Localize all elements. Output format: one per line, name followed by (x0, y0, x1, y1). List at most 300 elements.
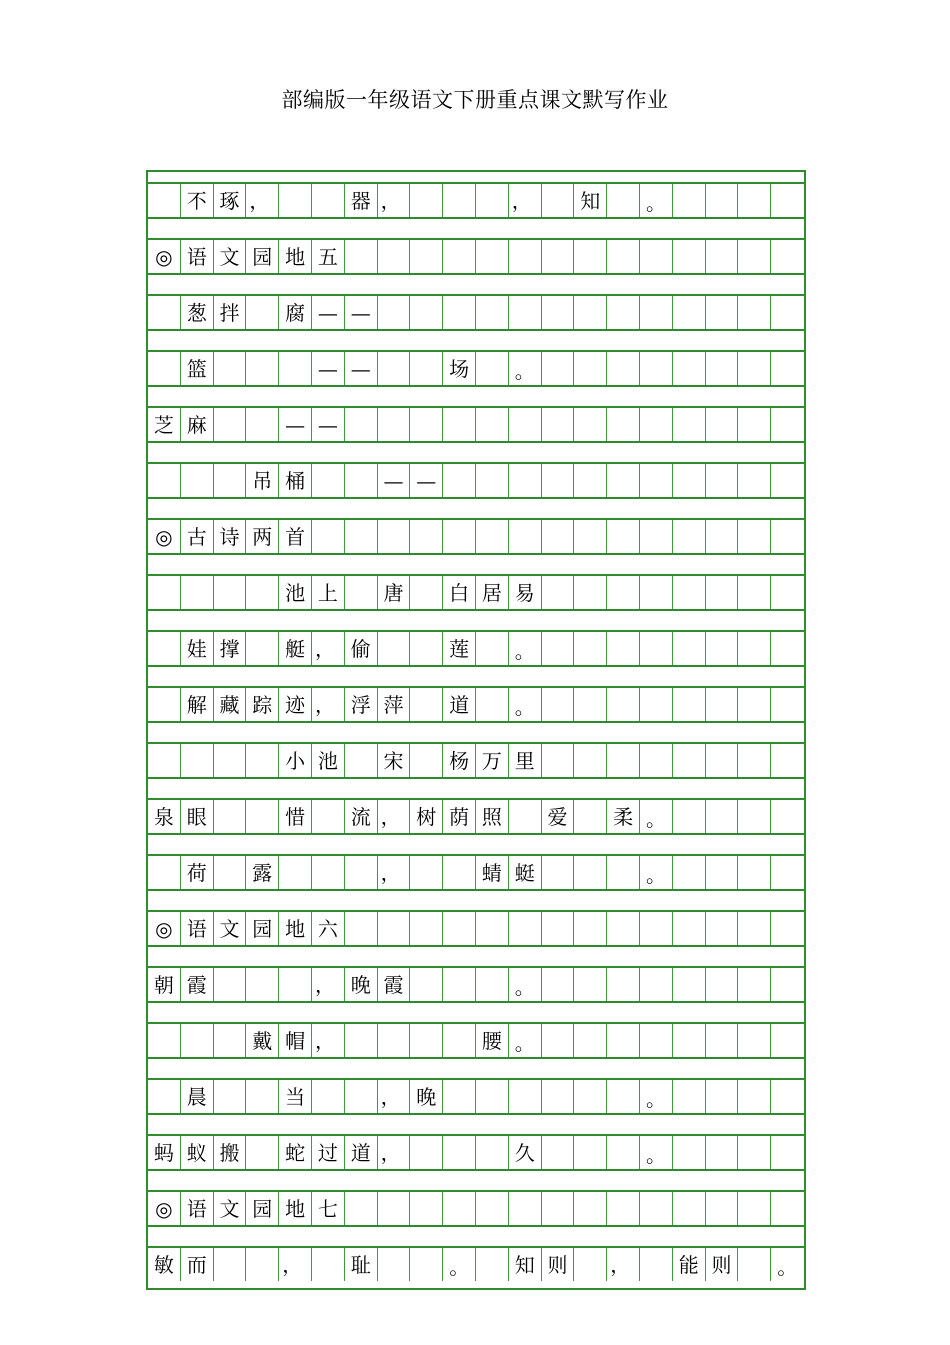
grid-cell[interactable] (574, 576, 607, 609)
grid-cell[interactable] (443, 856, 476, 889)
grid-cell[interactable]: 。 (640, 1080, 673, 1113)
grid-cell[interactable] (312, 800, 345, 833)
grid-cell[interactable] (673, 296, 706, 329)
grid-cell[interactable]: 唐 (378, 576, 411, 609)
grid-cell[interactable] (509, 296, 542, 329)
grid-cell[interactable]: 。 (509, 688, 542, 721)
grid-cell[interactable] (771, 352, 804, 385)
grid-cell[interactable]: — (312, 408, 345, 441)
grid-cell[interactable]: 桶 (279, 464, 312, 497)
grid-cell[interactable]: 蛇 (279, 1136, 312, 1169)
grid-cell[interactable] (509, 408, 542, 441)
grid-cell[interactable] (542, 520, 575, 553)
grid-cell[interactable] (738, 800, 771, 833)
grid-cell[interactable]: 诗 (214, 520, 247, 553)
grid-cell[interactable] (574, 520, 607, 553)
grid-cell[interactable]: 久 (509, 1136, 542, 1169)
grid-cell[interactable]: 泉 (148, 800, 181, 833)
grid-cell[interactable]: 。 (777, 1255, 798, 1279)
grid-cell[interactable] (509, 800, 542, 833)
grid-cell[interactable] (312, 464, 345, 497)
grid-cell[interactable] (738, 184, 771, 217)
grid-cell[interactable] (673, 744, 706, 777)
grid-cell[interactable] (443, 296, 476, 329)
grid-cell[interactable]: 树 (410, 800, 443, 833)
grid-cell[interactable]: 池 (279, 576, 312, 609)
grid-cell[interactable] (673, 688, 706, 721)
grid-cell[interactable] (443, 912, 476, 945)
grid-cell[interactable] (378, 296, 411, 329)
grid-cell[interactable] (410, 1192, 443, 1225)
grid-cell[interactable] (706, 744, 739, 777)
grid-cell[interactable] (345, 912, 378, 945)
grid-cell[interactable] (706, 1080, 739, 1113)
grid-cell[interactable] (574, 240, 607, 273)
grid-cell[interactable] (673, 184, 706, 217)
grid-cell[interactable] (771, 1080, 804, 1113)
grid-cell[interactable] (706, 1192, 739, 1225)
grid-cell[interactable]: 首 (279, 520, 312, 553)
grid-cell[interactable] (246, 632, 279, 665)
grid-cell[interactable]: ， (378, 184, 411, 217)
grid-cell[interactable] (574, 1024, 607, 1057)
grid-cell[interactable] (706, 856, 739, 889)
grid-cell[interactable] (738, 1136, 771, 1169)
grid-cell[interactable] (345, 856, 378, 889)
grid-cell[interactable] (246, 744, 279, 777)
grid-cell[interactable] (410, 184, 443, 217)
grid-cell[interactable] (738, 576, 771, 609)
grid-cell[interactable]: 而 (181, 1248, 214, 1281)
grid-cell[interactable] (706, 240, 739, 273)
grid-cell[interactable]: 娃 (181, 632, 214, 665)
grid-cell[interactable] (574, 1136, 607, 1169)
grid-cell[interactable] (148, 1080, 181, 1113)
grid-cell[interactable] (542, 744, 575, 777)
grid-cell[interactable] (509, 1080, 542, 1113)
grid-cell[interactable]: 麻 (181, 408, 214, 441)
grid-cell[interactable] (574, 688, 607, 721)
grid-cell[interactable] (443, 1080, 476, 1113)
grid-cell[interactable] (673, 352, 706, 385)
grid-cell[interactable] (345, 408, 378, 441)
grid-cell[interactable] (640, 632, 673, 665)
grid-cell[interactable] (410, 408, 443, 441)
grid-cell[interactable]: 眼 (181, 800, 214, 833)
grid-cell[interactable] (607, 408, 640, 441)
grid-cell[interactable]: 地 (279, 1192, 312, 1225)
grid-cell[interactable]: ， (378, 800, 411, 833)
grid-cell[interactable]: 篮 (181, 352, 214, 385)
grid-cell[interactable]: 五 (312, 240, 345, 273)
grid-cell[interactable] (345, 1192, 378, 1225)
grid-cell[interactable] (214, 1080, 247, 1113)
grid-cell[interactable]: — (378, 464, 411, 497)
grid-cell[interactable]: 语 (181, 240, 214, 273)
grid-cell[interactable] (673, 856, 706, 889)
grid-cell[interactable] (574, 408, 607, 441)
grid-cell[interactable]: 六 (312, 912, 345, 945)
grid-cell[interactable] (673, 408, 706, 441)
grid-cell[interactable]: 语 (181, 912, 214, 945)
grid-cell[interactable]: 地 (279, 912, 312, 945)
grid-cell[interactable] (574, 800, 607, 833)
grid-cell[interactable] (607, 240, 640, 273)
grid-cell[interactable]: 耻 (345, 1248, 378, 1281)
grid-cell[interactable] (574, 744, 607, 777)
grid-cell[interactable]: 迹 (279, 688, 312, 721)
grid-cell[interactable]: 解 (181, 688, 214, 721)
grid-cell[interactable]: ， (246, 184, 279, 217)
grid-cell[interactable] (148, 688, 181, 721)
grid-cell[interactable]: 霞 (181, 968, 214, 1001)
grid-cell[interactable] (509, 464, 542, 497)
grid-cell[interactable] (246, 408, 279, 441)
grid-cell[interactable] (607, 968, 640, 1001)
grid-cell[interactable]: 不 (181, 184, 214, 217)
grid-cell[interactable]: 晚 (410, 1080, 443, 1113)
grid-cell[interactable] (279, 968, 312, 1001)
grid-cell[interactable] (214, 576, 247, 609)
grid-cell[interactable] (640, 296, 673, 329)
grid-cell[interactable]: 荷 (181, 856, 214, 889)
grid-cell[interactable] (509, 912, 542, 945)
grid-cell[interactable] (181, 464, 214, 497)
grid-cell[interactable] (443, 968, 476, 1001)
grid-cell[interactable] (673, 800, 706, 833)
grid-cell[interactable] (476, 464, 509, 497)
grid-cell[interactable]: 藏 (214, 688, 247, 721)
grid-cell[interactable]: 白 (443, 576, 476, 609)
grid-cell[interactable]: ， (279, 1248, 312, 1281)
grid-cell[interactable] (443, 408, 476, 441)
grid-cell[interactable] (771, 912, 804, 945)
grid-cell[interactable] (607, 184, 640, 217)
grid-cell[interactable]: 易 (509, 576, 542, 609)
grid-cell[interactable] (509, 1192, 542, 1225)
grid-cell[interactable] (476, 688, 509, 721)
grid-cell[interactable]: 蚁 (181, 1136, 214, 1169)
grid-cell[interactable] (640, 520, 673, 553)
grid-cell[interactable]: 语 (181, 1192, 214, 1225)
grid-cell[interactable]: ， (378, 856, 411, 889)
grid-cell[interactable]: ， (312, 632, 345, 665)
grid-cell[interactable] (378, 240, 411, 273)
grid-cell[interactable] (410, 352, 443, 385)
grid-cell[interactable] (673, 968, 706, 1001)
grid-cell[interactable]: — (410, 464, 443, 497)
grid-cell[interactable] (738, 688, 771, 721)
grid-cell[interactable]: 。 (509, 352, 542, 385)
grid-cell[interactable] (181, 576, 214, 609)
grid-cell[interactable]: ◎ (148, 912, 181, 945)
grid-cell[interactable]: 踪 (246, 688, 279, 721)
grid-cell[interactable]: 两 (246, 520, 279, 553)
grid-cell[interactable]: 流 (345, 800, 378, 833)
grid-cell[interactable] (509, 520, 542, 553)
grid-cell[interactable] (640, 1192, 673, 1225)
grid-cell[interactable] (345, 464, 378, 497)
grid-cell[interactable] (542, 912, 575, 945)
grid-cell[interactable] (640, 352, 673, 385)
grid-cell[interactable]: 。 (640, 856, 673, 889)
grid-cell[interactable] (214, 1024, 247, 1057)
grid-cell[interactable] (443, 184, 476, 217)
grid-cell[interactable] (607, 632, 640, 665)
grid-cell[interactable]: 地 (279, 240, 312, 273)
grid-cell[interactable] (410, 968, 443, 1001)
grid-cell[interactable] (410, 240, 443, 273)
grid-cell[interactable]: 柔 (607, 800, 640, 833)
grid-cell[interactable]: 腰 (476, 1024, 509, 1057)
grid-cell[interactable] (673, 1024, 706, 1057)
grid-cell[interactable] (607, 576, 640, 609)
grid-cell[interactable] (542, 688, 575, 721)
grid-cell[interactable]: — (345, 296, 378, 329)
grid-cell[interactable]: 园 (246, 240, 279, 273)
grid-cell[interactable]: 敏 (148, 1248, 181, 1281)
grid-cell[interactable] (771, 520, 804, 553)
grid-cell[interactable] (738, 744, 771, 777)
grid-cell[interactable] (542, 576, 575, 609)
grid-cell[interactable] (640, 408, 673, 441)
grid-cell[interactable]: 七 (312, 1192, 345, 1225)
grid-cell[interactable] (607, 1136, 640, 1169)
grid-cell[interactable]: 古 (181, 520, 214, 553)
grid-cell[interactable] (148, 1024, 181, 1057)
grid-cell[interactable] (312, 1248, 345, 1281)
grid-cell[interactable]: 爱 (542, 800, 575, 833)
grid-cell[interactable] (542, 1024, 575, 1057)
grid-cell[interactable] (476, 296, 509, 329)
grid-cell[interactable] (607, 296, 640, 329)
grid-cell[interactable] (476, 1248, 509, 1281)
grid-cell[interactable] (542, 464, 575, 497)
grid-cell[interactable] (443, 1136, 476, 1169)
grid-cell[interactable]: 小 (279, 744, 312, 777)
grid-cell[interactable] (738, 240, 771, 273)
grid-cell[interactable] (771, 744, 804, 777)
grid-cell[interactable] (771, 688, 804, 721)
grid-cell[interactable] (738, 1024, 771, 1057)
grid-cell[interactable] (378, 1248, 411, 1281)
grid-cell[interactable]: ◎ (148, 240, 181, 273)
grid-cell[interactable] (476, 1136, 509, 1169)
grid-cell[interactable]: ， (607, 1248, 640, 1281)
grid-cell[interactable]: 荫 (443, 800, 476, 833)
grid-cell[interactable] (410, 520, 443, 553)
grid-cell[interactable] (410, 1136, 443, 1169)
grid-cell[interactable] (378, 1192, 411, 1225)
grid-cell[interactable] (246, 352, 279, 385)
grid-cell[interactable]: 蚂 (148, 1136, 181, 1169)
grid-cell[interactable] (738, 856, 771, 889)
grid-cell[interactable] (574, 352, 607, 385)
grid-cell[interactable] (542, 856, 575, 889)
grid-cell[interactable] (640, 576, 673, 609)
grid-cell[interactable] (279, 352, 312, 385)
grid-cell[interactable]: 。 (509, 1024, 542, 1057)
grid-cell[interactable]: 。 (640, 1136, 673, 1169)
grid-cell[interactable]: 则 (542, 1248, 575, 1281)
grid-cell[interactable]: 撑 (214, 632, 247, 665)
grid-cell[interactable] (378, 632, 411, 665)
grid-cell[interactable] (214, 408, 247, 441)
grid-cell[interactable] (246, 576, 279, 609)
grid-cell[interactable] (706, 464, 739, 497)
grid-cell[interactable] (476, 968, 509, 1001)
grid-cell[interactable] (706, 184, 739, 217)
grid-cell[interactable]: 。 (443, 1248, 476, 1281)
grid-cell[interactable] (673, 912, 706, 945)
grid-cell[interactable] (214, 464, 247, 497)
grid-cell[interactable]: 蜻 (476, 856, 509, 889)
grid-cell[interactable] (607, 520, 640, 553)
grid-cell[interactable] (214, 352, 247, 385)
grid-cell[interactable] (542, 408, 575, 441)
grid-cell[interactable] (148, 184, 181, 217)
grid-cell[interactable] (476, 520, 509, 553)
grid-cell[interactable] (214, 1248, 247, 1281)
grid-cell[interactable] (345, 240, 378, 273)
grid-cell[interactable]: 艇 (279, 632, 312, 665)
grid-cell[interactable] (574, 296, 607, 329)
grid-cell[interactable]: — (312, 352, 345, 385)
grid-cell[interactable] (214, 968, 247, 1001)
grid-cell[interactable]: 过 (312, 1136, 345, 1169)
grid-cell[interactable] (443, 1192, 476, 1225)
grid-cell[interactable] (246, 800, 279, 833)
grid-cell[interactable] (738, 632, 771, 665)
grid-cell[interactable] (148, 632, 181, 665)
grid-cell[interactable] (410, 296, 443, 329)
grid-cell[interactable] (148, 744, 181, 777)
grid-cell[interactable] (640, 464, 673, 497)
grid-cell[interactable]: 文 (214, 1192, 247, 1225)
grid-cell[interactable]: 。 (640, 184, 673, 217)
grid-cell[interactable] (771, 800, 804, 833)
grid-cell[interactable] (476, 1080, 509, 1113)
grid-cell[interactable] (476, 184, 509, 217)
grid-cell[interactable]: 里 (509, 744, 542, 777)
grid-cell[interactable]: 晨 (181, 1080, 214, 1113)
grid-cell[interactable] (246, 296, 279, 329)
grid-cell[interactable]: 露 (246, 856, 279, 889)
grid-cell[interactable] (640, 240, 673, 273)
grid-cell[interactable]: 琢 (214, 184, 247, 217)
grid-cell[interactable] (574, 632, 607, 665)
grid-cell[interactable] (410, 576, 443, 609)
grid-cell[interactable]: ◎ (148, 520, 181, 553)
grid-cell[interactable] (706, 800, 739, 833)
grid-cell[interactable]: 则 (706, 1248, 739, 1281)
grid-cell[interactable] (771, 240, 804, 273)
grid-cell[interactable] (673, 464, 706, 497)
grid-cell[interactable] (574, 1248, 607, 1281)
grid-cell[interactable] (246, 1080, 279, 1113)
grid-cell[interactable] (673, 576, 706, 609)
grid-cell[interactable] (574, 1192, 607, 1225)
grid-cell[interactable] (542, 632, 575, 665)
grid-cell[interactable] (476, 1192, 509, 1225)
grid-cell[interactable] (771, 576, 804, 609)
grid-cell[interactable]: 。 (640, 800, 673, 833)
grid-cell[interactable]: 戴 (246, 1024, 279, 1057)
grid-cell[interactable] (542, 968, 575, 1001)
grid-cell[interactable]: 萍 (378, 688, 411, 721)
grid-cell[interactable] (673, 1136, 706, 1169)
grid-cell[interactable] (410, 632, 443, 665)
grid-cell[interactable] (673, 632, 706, 665)
grid-cell[interactable] (542, 1192, 575, 1225)
grid-cell[interactable] (214, 744, 247, 777)
grid-cell[interactable]: 葱 (181, 296, 214, 329)
grid-cell[interactable] (345, 744, 378, 777)
grid-cell[interactable] (607, 1024, 640, 1057)
grid-cell[interactable]: 蜓 (509, 856, 542, 889)
grid-cell[interactable] (640, 968, 673, 1001)
grid-cell[interactable]: 惜 (279, 800, 312, 833)
grid-cell[interactable]: 腐 (279, 296, 312, 329)
grid-cell[interactable] (673, 1080, 706, 1113)
grid-cell[interactable] (378, 408, 411, 441)
grid-cell[interactable] (574, 912, 607, 945)
grid-cell[interactable] (640, 1024, 673, 1057)
grid-cell[interactable] (673, 520, 706, 553)
grid-cell[interactable] (706, 352, 739, 385)
grid-cell[interactable] (771, 1024, 804, 1057)
grid-cell[interactable] (706, 688, 739, 721)
grid-cell[interactable]: — (345, 352, 378, 385)
grid-cell[interactable] (345, 1024, 378, 1057)
grid-cell[interactable] (410, 688, 443, 721)
grid-cell[interactable] (148, 576, 181, 609)
grid-cell[interactable] (607, 856, 640, 889)
grid-cell[interactable] (607, 464, 640, 497)
grid-cell[interactable] (738, 1248, 771, 1281)
grid-cell[interactable]: — (312, 296, 345, 329)
grid-cell[interactable] (771, 1192, 804, 1225)
grid-cell[interactable] (706, 968, 739, 1001)
grid-cell[interactable]: 园 (246, 1192, 279, 1225)
grid-cell[interactable]: 朝 (148, 968, 181, 1001)
grid-cell[interactable] (706, 408, 739, 441)
grid-cell[interactable] (148, 464, 181, 497)
grid-cell[interactable] (378, 912, 411, 945)
grid-cell[interactable]: 杨 (443, 744, 476, 777)
grid-cell[interactable] (738, 296, 771, 329)
grid-cell[interactable] (443, 464, 476, 497)
grid-cell[interactable]: 当 (279, 1080, 312, 1113)
grid-cell[interactable] (410, 856, 443, 889)
grid-cell[interactable] (542, 1136, 575, 1169)
grid-cell[interactable] (246, 1136, 279, 1169)
grid-cell[interactable] (378, 1024, 411, 1057)
grid-cell[interactable] (607, 912, 640, 945)
grid-cell[interactable] (640, 688, 673, 721)
grid-cell[interactable] (640, 744, 673, 777)
grid-cell[interactable] (706, 296, 739, 329)
grid-cell[interactable]: 园 (246, 912, 279, 945)
grid-cell[interactable] (476, 408, 509, 441)
grid-cell[interactable] (509, 240, 542, 273)
grid-cell[interactable] (738, 520, 771, 553)
grid-cell[interactable] (476, 240, 509, 273)
grid-cell[interactable]: ， (378, 1136, 411, 1169)
grid-cell[interactable]: — (279, 408, 312, 441)
grid-cell[interactable] (607, 744, 640, 777)
grid-cell[interactable] (771, 632, 804, 665)
